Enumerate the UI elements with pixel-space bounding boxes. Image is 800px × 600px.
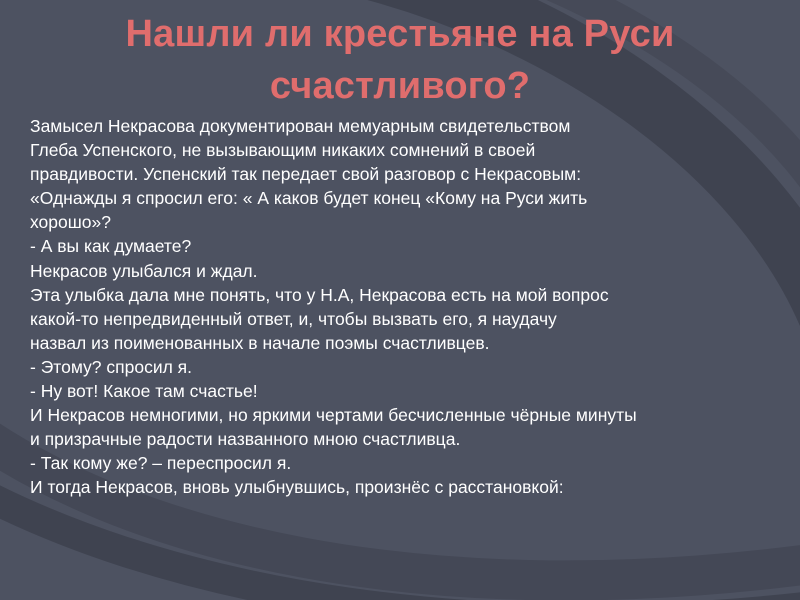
body-line: - Так кому же? – переспросил я. — [30, 453, 292, 474]
slide-title-line: счастливого? — [269, 65, 531, 107]
body-line: И тогда Некрасов, вновь улыбнувшись, произнёс с расстановкой: — [30, 477, 564, 498]
body-line: Некрасов улыбался и ждал. — [30, 260, 258, 281]
body-line: «Однажды я спросил его: « А каков будет конец «Кому на Руси жить — [30, 188, 588, 209]
body-line: правдивости. Успенский так передает свой разговор с Некрасовым: — [30, 164, 582, 185]
body-line: И Некрасов немногими, но яркими чертами бесчисленные чёрные минуты — [30, 405, 637, 426]
slide-title-line: Нашли ли крестьяне на Руси — [125, 13, 675, 55]
body-line: и призрачные радости названного мною счастливца. — [30, 429, 461, 450]
body-line: - Ну вот! Какое там счастье! — [30, 381, 258, 402]
body-line: - А вы как думаете? — [30, 236, 192, 257]
slide-title — [40, 8, 760, 112]
body-line: Эта улыбка дала мне понять, что у Н.А, Некрасова есть на мой вопрос — [30, 284, 609, 305]
body-line: Замысел Некрасова документирован мемуарным свидетельством — [30, 116, 571, 136]
body-line: хорошо»? — [30, 212, 111, 233]
body-line: - Этому? спросил я. — [30, 356, 193, 377]
body-line: Глеба Успенского, не вызывающим никаких сомнений в своей — [30, 140, 536, 161]
slide-body-text — [30, 114, 780, 500]
body-line: какой-то непредвиденный ответ, и, чтобы вызвать его, я наудачу — [30, 308, 557, 329]
body-line: назвал из поименованных в начале поэмы счастливцев. — [30, 332, 490, 353]
